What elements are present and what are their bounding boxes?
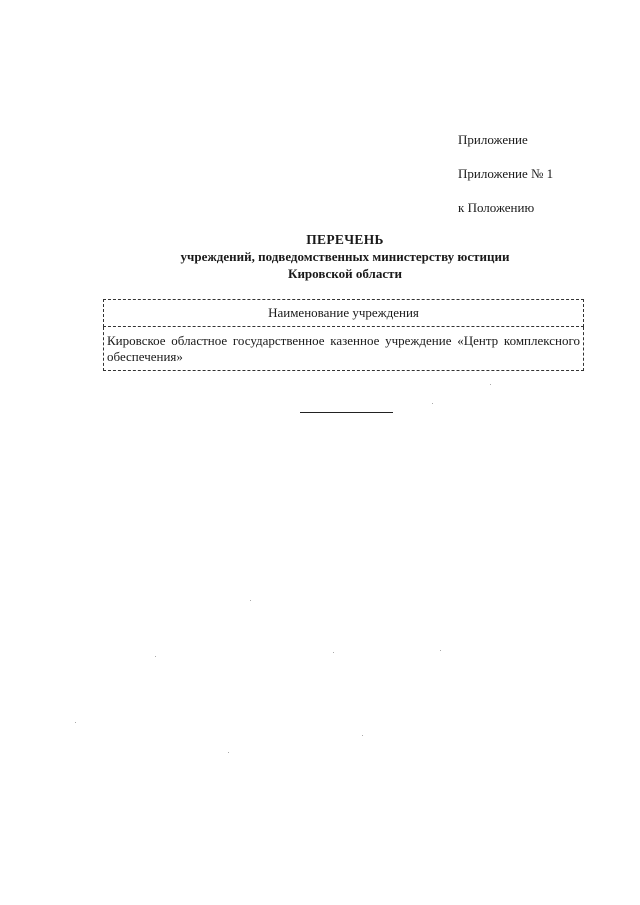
table-header-row bbox=[104, 300, 584, 327]
scan-speck bbox=[432, 403, 433, 404]
appendix-reference: к Положению bbox=[458, 200, 535, 215]
scan-speck bbox=[75, 722, 76, 723]
scan-speck bbox=[155, 656, 156, 657]
column-header-institution-name: Наименование учреждения bbox=[104, 300, 584, 327]
scan-speck bbox=[250, 600, 251, 601]
table-row bbox=[104, 327, 584, 371]
document-title: ПЕРЕЧЕНЬ bbox=[306, 232, 384, 247]
document-subtitle: учреждений, подведомственных министерству юстиции bbox=[180, 249, 510, 264]
document-subtitle-region: Кировской области bbox=[288, 266, 402, 281]
scan-speck bbox=[362, 735, 363, 736]
scan-speck bbox=[228, 752, 229, 753]
appendix-number: Приложение № 1 bbox=[458, 166, 554, 181]
end-divider-line bbox=[300, 412, 393, 413]
table-cell-institution-name: Кировское областное государственное казенное учреждение «Центр комплексного обеспечения» bbox=[104, 327, 584, 371]
scan-speck bbox=[440, 650, 441, 651]
institutions-table bbox=[103, 299, 584, 371]
scan-speck bbox=[333, 652, 334, 653]
document-title-block bbox=[100, 231, 590, 282]
appendix-label: Приложение bbox=[458, 132, 528, 147]
scan-speck bbox=[490, 384, 491, 385]
